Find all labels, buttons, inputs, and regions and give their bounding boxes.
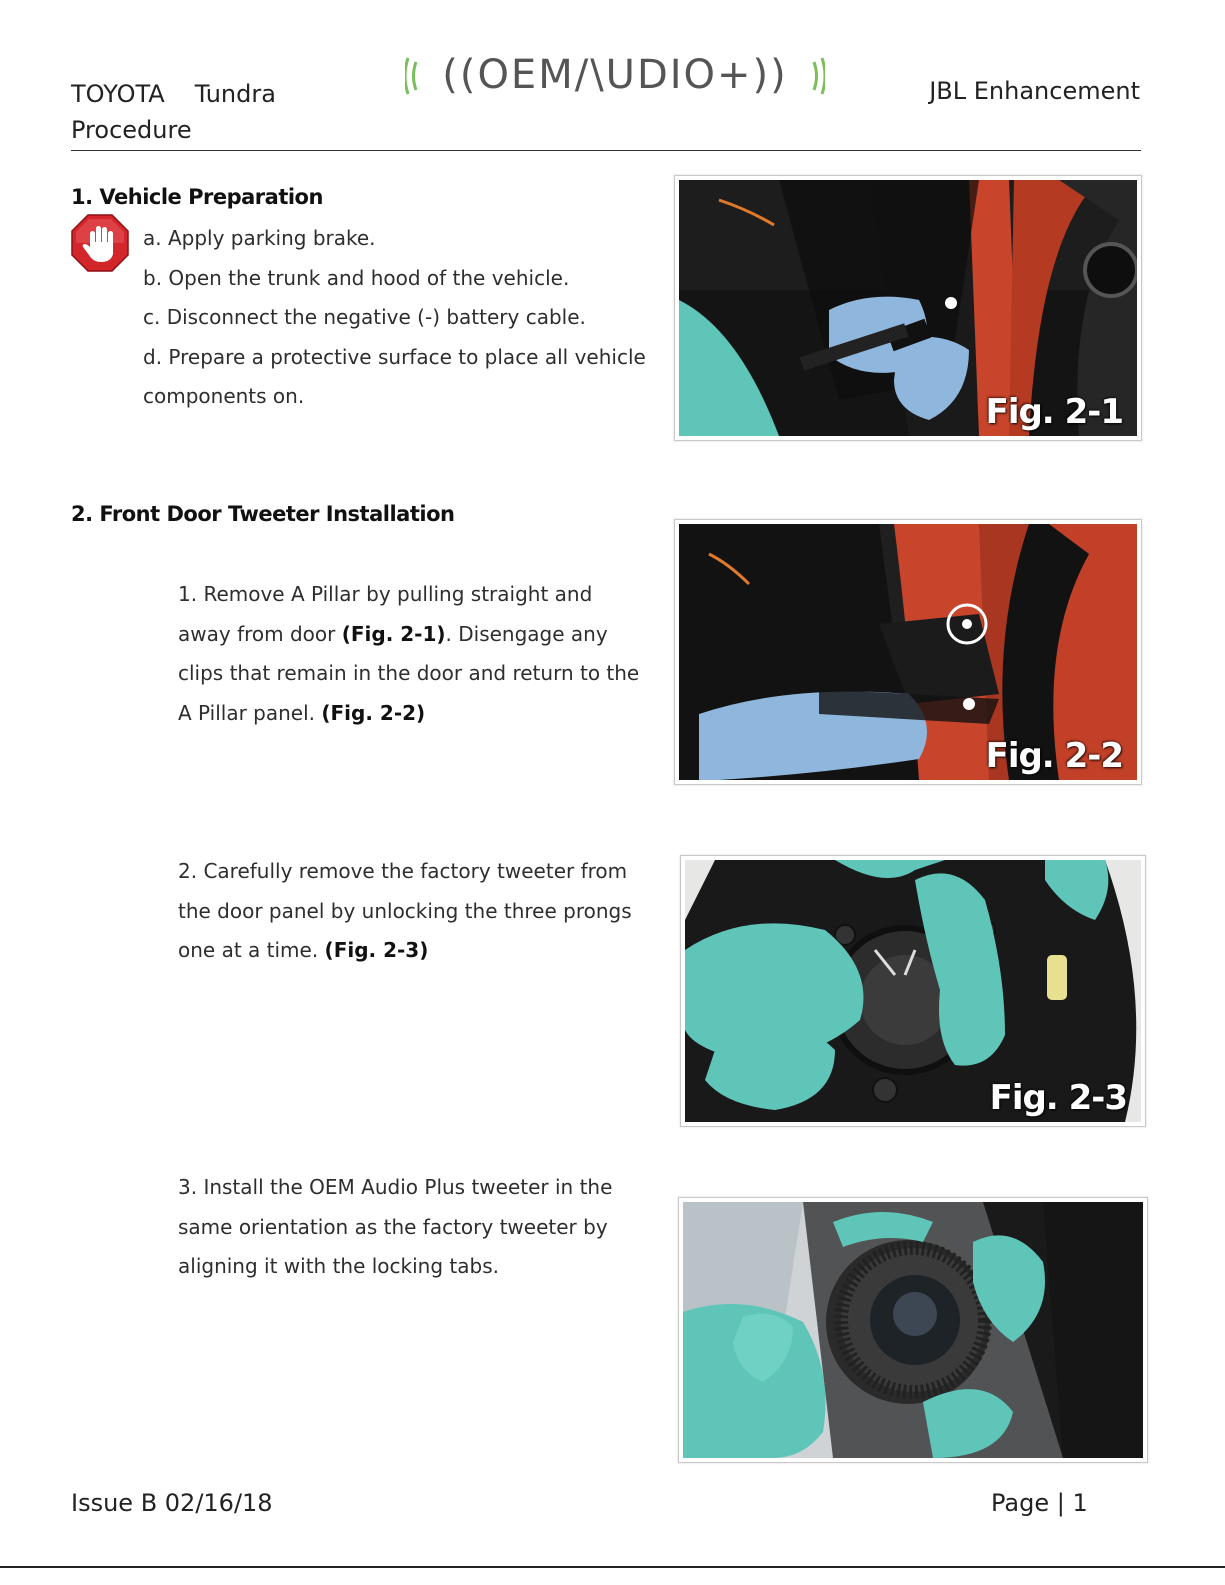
issue-date: Issue B 02/16/18 [71,1489,273,1517]
page-number: Page | 1 [991,1489,1088,1517]
header-rule [71,150,1141,151]
vehicle-model: Tundra [194,80,276,108]
stop-hand-icon [71,214,129,272]
photo-oem-audio-tweeter-install [683,1202,1143,1458]
step-1-text: 1. Remove A Pillar by pulling straight and away from door (Fig. 2-1). Disengage any clips that remain in the door and return to the A Pillar panel. (Fig. 2-2) [178,582,640,725]
step-2-text: 2. Carefully remove the factory tweeter from the door panel by unlocking the three prongs one at a time. (Fig. 2-3) [178,859,632,962]
section-vehicle-preparation-title: 1. Vehicle Preparation [71,185,323,209]
figure-label: Fig. 2-1 [985,392,1123,432]
fig-reference: (Fig. 2-3) [324,938,429,962]
step-3-text: 3. Install the OEM Audio Plus tweeter in the same orientation as the factory tweeter by aligning it with the locking tabs. [178,1175,613,1278]
figure-2-1 [674,175,1142,441]
list-item: c. Disconnect the negative (-) battery cable. [143,305,586,329]
logo-text: ((OEM/\UDIO+)) [442,52,788,98]
figure-2-2 [674,519,1142,785]
oem-audio-logo [405,46,825,106]
figure-label: Fig. 2-3 [989,1078,1127,1118]
doc-type: Procedure [71,116,192,144]
figure-2-4 [678,1197,1148,1463]
vehicle-preparation-list [143,219,653,417]
list-item: b. Open the trunk and hood of the vehicle. [143,265,570,290]
figure-2-3 [680,855,1146,1127]
fig-reference: (Fig. 2-1) [341,621,446,646]
product-name: JBL Enhancement [929,77,1140,105]
list-item: d. Prepare a protective surface to place all vehicle components on. [143,344,646,408]
figure-label: Fig. 2-2 [985,736,1123,776]
footer-rule [0,1566,1225,1568]
vehicle-make: TOYOTA [71,80,165,108]
header-left [71,76,276,148]
fig-reference: (Fig. 2-2) [321,700,426,725]
section-tweeter-installation-title: 2. Front Door Tweeter Installation [71,502,455,526]
list-item: a. Apply parking brake. [143,226,376,250]
